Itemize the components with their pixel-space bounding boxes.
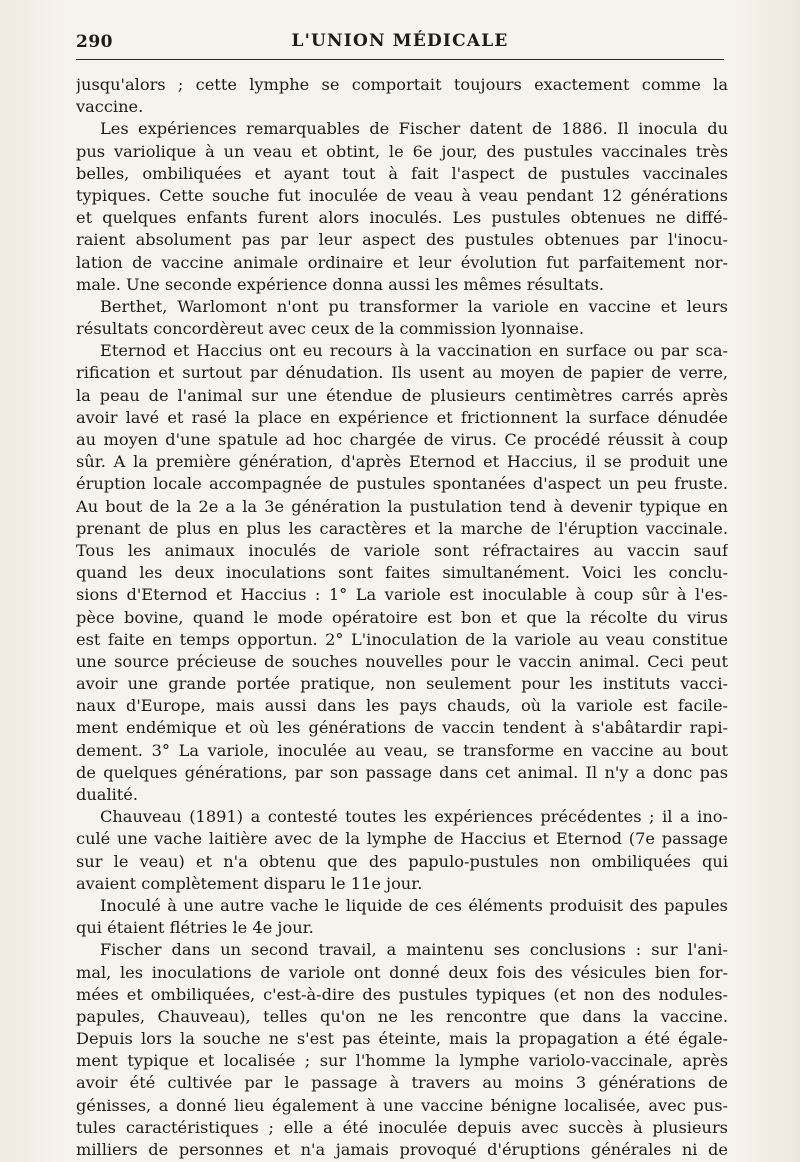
text-line: une source précieuse de souches nouvelles pour le vaccin animal. Ceci peut [76, 651, 728, 671]
text-line: dualité. [76, 785, 139, 804]
text-line: jusqu'alors ; cette lymphe se comportait toujours exactement comme la [76, 75, 728, 94]
text-line: mal, les inoculations de variole ont donné deux fois des vésicules bien for- [76, 962, 728, 982]
text-line: pèce bovine, quand le mode opératoire est bon et que la récolte du virus [76, 607, 728, 627]
text-line: rification et surtout par dénudation. Ils usent au moyen de papier de verre, [76, 363, 728, 383]
text-line: de quelques générations, par son passage dans cet animal. Il n'y a donc pas [76, 762, 728, 782]
text-line: mées et ombiliquées, c'est-à-dire des pustules typiques (et non des nodules- [76, 984, 728, 1004]
text-line: sur le veau) et n'a obtenu que des papulo-pustules non ombiliquées qui [76, 851, 728, 871]
text-line: vaccine. [76, 97, 144, 117]
text-line: prenant de plus en plus les caractères et la marche de l'éruption vaccinale. [76, 518, 728, 538]
text-line: male. Une seconde expérience donna aussi les mêmes résultats. [76, 274, 605, 294]
text-line: Les expériences remarquables de Fischer datent de 1886. Il inocula du [100, 119, 728, 139]
text-line: papules, Chauveau), telles qu'on ne les rencontre que dans la vaccine. [76, 1006, 728, 1026]
text-line: naux d'Europe, mais aussi dans les pays chauds, où la variole est facile- [76, 696, 728, 716]
text-line: pus variolique à un veau et obtint, le 6e jour, des pustules vaccinales très [76, 141, 728, 161]
text-line: belles, ombiliquées et ayant tout à fait l'aspect de pustules vaccinales [76, 163, 728, 183]
page-number: 290 [76, 32, 113, 52]
text-line: Berthet, Warlomont n'ont pu transformer la variole en vaccine et leurs [100, 296, 728, 316]
text-line: avoir une grande portée pratique, non seulement pour les instituts vacci- [76, 674, 728, 694]
text-line: avoir été cultivée par le passage à travers au moins 3 générations de [76, 1073, 728, 1093]
body-text [76, 74, 728, 1161]
text-line: lation de vaccine animale ordinaire et leur évolution fut parfaitement nor- [76, 252, 728, 272]
text-line: avaient complètement disparu le 11e jour. [76, 873, 423, 893]
text-line: résultats concordèreut avec ceux de la commission lyonnaise. [76, 319, 585, 339]
running-title: L'UNION MÉDICALE [291, 31, 509, 51]
text-line: qui étaient flétries le 4e jour. [76, 918, 314, 938]
text-line: éruption locale accompagnée de pustules spontanées d'aspect un peu fruste. [76, 474, 728, 494]
text-line: Eternod et Haccius ont eu recours à la vaccination en surface ou par sca- [100, 341, 728, 361]
text-line: génisses, a donné lieu également à une vaccine bénigne localisée, avec pus- [76, 1095, 728, 1115]
text-line: sions d'Eternod et Haccius : 1° La variole est inoculable à coup sûr à l'es- [76, 585, 728, 605]
text-line: Fischer dans un second travail, a maintenu ses conclusions : sur l'ani- [100, 940, 728, 960]
text-line: au moyen d'une spatule ad hoc chargée de virus. Ce procédé réussit à coup [76, 430, 728, 449]
text-line: milliers de personnes et n'a jamais provoqué d'éruptions générales ni de [76, 1140, 728, 1159]
text-line: quand les deux inoculations sont faites simultanément. Voici les conclu- [76, 563, 728, 583]
text-line: sûr. A la première génération, d'après Eternod et Haccius, il se produit une [76, 452, 728, 472]
text-line: ment typique et localisée ; sur l'homme la lymphe variolo-vaccinale, après [76, 1051, 728, 1071]
text-line: ment endémique et où les générations de vaccin tendent à s'abâtardir rapi- [76, 718, 728, 738]
text-line: Inoculé à une autre vache le liquide de ces éléments produisit des papules [100, 895, 728, 915]
text-line: Tous les animaux inoculés de variole sont réfractaires au vaccin sauf [76, 540, 728, 560]
page-header [76, 28, 724, 58]
text-line: Chauveau (1891) a contesté toutes les expériences précédentes ; il a ino- [100, 807, 728, 827]
text-line: et quelques enfants furent alors inoculés. Les pustules obtenues ne diffé- [76, 208, 728, 228]
text-line: Au bout de la 2e a la 3e génération la pustulation tend à devenir typique en [76, 496, 728, 516]
text-line: tules caractéristiques ; elle a été inoculée depuis avec succès à plusieurs [76, 1117, 728, 1137]
text-line: est faite en temps opportun. 2° L'inoculation de la variole au veau constitue [76, 629, 728, 649]
text-line: typiques. Cette souche fut inoculée de veau à veau pendant 12 générations [76, 185, 728, 205]
text-line: Depuis lors la souche ne s'est pas éteinte, mais la propagation a été égale- [76, 1029, 728, 1049]
text-line: culé une vache laitière avec de la lymphe de Haccius et Eternod (7e passage [76, 829, 728, 849]
text-line: raient absolument pas par leur aspect des pustules obtenues par l'inocu- [76, 230, 728, 250]
text-line: la peau de l'animal sur une étendue de plusieurs centimètres carrés après [76, 385, 728, 405]
text-line: dement. 3° La variole, inoculée au veau, se transforme en vaccine au bout [76, 740, 728, 760]
header-rule [76, 59, 724, 60]
text-line: avoir lavé et rasé la place en expérience et frictionnent la surface dénudée [76, 407, 728, 427]
